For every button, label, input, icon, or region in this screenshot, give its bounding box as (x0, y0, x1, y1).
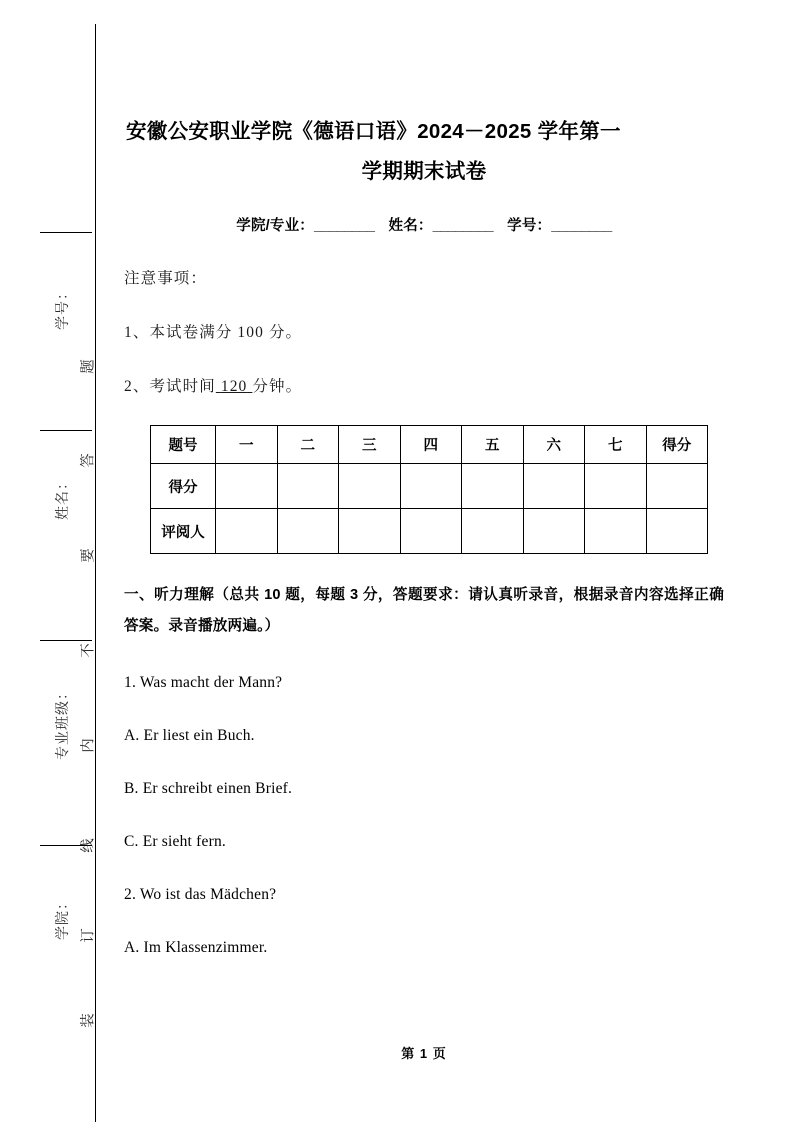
page-title-line-1: 安徽公安职业学院《德语口语》2024－2025 学年第一 (126, 120, 621, 143)
score-table-header-cell: 二 (277, 426, 339, 464)
question-2-option-a[interactable]: A. Im Klassenzimmer. (124, 939, 268, 956)
notices-heading: 注意事项： (124, 270, 208, 287)
margin-char-3: 不 (80, 643, 97, 658)
score-table (150, 425, 708, 554)
question-1-option-c[interactable]: C. Er sieht fern. (124, 833, 226, 850)
binding-vertical-rule (95, 24, 96, 1122)
score-table-header-cell: 七 (585, 426, 647, 464)
score-table-header-cell: 三 (339, 426, 401, 464)
field-student-id-blank[interactable]: ________ (551, 218, 612, 234)
binding-separator-rule (40, 430, 92, 431)
table-row-header (151, 426, 708, 464)
score-table-header-cell: 六 (523, 426, 585, 464)
score-table-header-cell: 得分 (646, 426, 708, 464)
field-college-major (236, 218, 374, 234)
score-cell[interactable] (523, 464, 585, 509)
score-cell[interactable] (462, 464, 524, 509)
margin-char-5: 线 (80, 838, 97, 853)
page-footer: 第 1 页 (401, 1046, 447, 1061)
table-row (151, 509, 708, 554)
exam-duration-value: 120 (220, 378, 248, 395)
margin-label-name: 姓名： (56, 475, 71, 520)
score-table-header-cell: 一 (216, 426, 278, 464)
score-cell[interactable] (400, 464, 462, 509)
notice-item-2-suffix: 分钟。 (252, 378, 303, 395)
section-heading-listening: 一、听力理解（总共 10 题，每题 3 分，答题要求：请认真听录音，根据录音内容选择正确答案。录音播放两遍。） (124, 587, 724, 634)
score-table-header-cell: 四 (400, 426, 462, 464)
margin-char-4: 内 (80, 738, 97, 753)
page-title (124, 0, 724, 192)
exam-paper-content (124, 0, 724, 960)
reviewer-cell[interactable] (523, 509, 585, 554)
score-cell[interactable] (339, 464, 401, 509)
question-stem-1: 1. Was macht der Mann? (124, 674, 283, 691)
field-name-blank[interactable]: ________ (432, 218, 494, 234)
notices-section (124, 265, 724, 401)
table-row (151, 464, 708, 509)
score-cell[interactable] (277, 464, 339, 509)
score-cell[interactable] (646, 464, 708, 509)
question-1-option-a[interactable]: A. Er liest ein Buch. (124, 727, 255, 744)
field-college-major-label: 学院/专业： (236, 218, 314, 234)
binding-separator-rule (40, 232, 92, 233)
page-title-line-2: 学期期末试卷 (361, 160, 487, 183)
field-student-id (507, 218, 612, 234)
margin-char-1: 答 (80, 453, 97, 468)
question-stem-2: 2. Wo ist das Mädchen? (124, 886, 277, 903)
margin-label-class: 专业班级： (56, 685, 71, 760)
notice-item-1: 1、本试卷满分 100 分。 (124, 324, 303, 341)
notice-item-2-prefix: 2、考试时间 (124, 378, 216, 395)
reviewer-cell[interactable] (585, 509, 647, 554)
reviewer-cell[interactable] (462, 509, 524, 554)
notice-item-2 (124, 373, 724, 401)
score-cell[interactable] (585, 464, 647, 509)
reviewer-cell[interactable] (339, 509, 401, 554)
field-name-label: 姓名： (388, 218, 433, 234)
score-cell[interactable] (216, 464, 278, 509)
field-name (389, 218, 494, 234)
reviewer-cell[interactable] (400, 509, 462, 554)
reviewer-cell[interactable] (216, 509, 278, 554)
reviewer-cell[interactable] (277, 509, 339, 554)
student-info-fields (124, 214, 724, 235)
margin-char-2: 要 (80, 548, 97, 563)
margin-char-6: 订 (80, 928, 97, 943)
score-row-label: 评阅人 (151, 509, 216, 554)
question-1-option-b[interactable]: B. Er schreibt einen Brief. (124, 780, 293, 797)
reviewer-cell[interactable] (646, 509, 708, 554)
score-table-header-cell: 题号 (151, 426, 216, 464)
field-student-id-label: 学号： (507, 218, 552, 234)
margin-label-student-id: 学号： (56, 285, 71, 330)
margin-char-7: 装 (80, 1013, 97, 1028)
margin-label-college: 学院： (56, 895, 71, 940)
score-table-header-cell: 五 (462, 426, 524, 464)
binding-margin (0, 0, 120, 1122)
margin-char-0: 题 (80, 359, 97, 374)
field-college-major-blank[interactable]: ________ (313, 218, 375, 234)
score-row-label: 得分 (151, 464, 216, 509)
